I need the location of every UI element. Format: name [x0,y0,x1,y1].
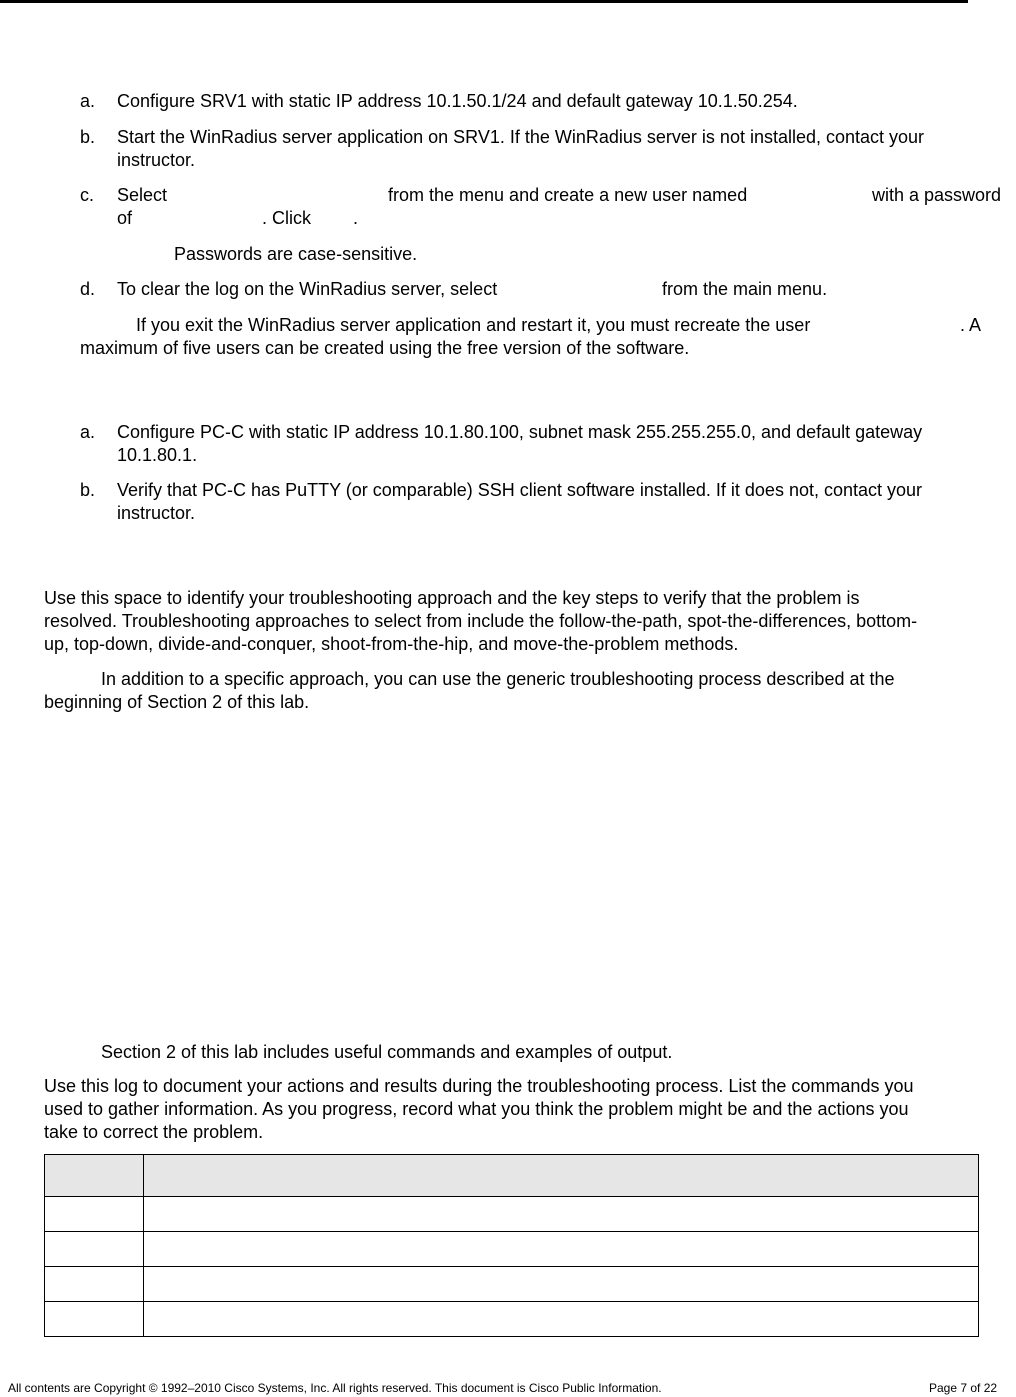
header-rule [0,0,968,3]
log-intro: Use this log to document your actions and results during the troubleshooting process. List the commands you [44,1076,914,1096]
table-row [45,1197,979,1232]
note-restart: maximum of five users can be created using the free version of the software. [80,338,690,358]
step-text: Verify that PC-C has PuTTY (or comparable) SSH client software installed. If it does not, contact your [117,480,923,500]
log-intro: used to gather information. As you progress, record what you think the problem might be and the actions you [44,1099,909,1119]
step-text: from the main menu. [662,279,828,299]
step-text: . Click [262,208,311,228]
step-text: from the menu and create a new user named [388,185,748,205]
step-marker: a. [80,422,96,442]
step-text: with a password [872,185,1002,205]
step-text: Configure SRV1 with static IP address 10.1.50.1/24 and default gateway 10.1.50.254. [117,91,798,111]
table-row [45,1302,979,1337]
table-row [45,1267,979,1302]
approach-text: resolved. Troubleshooting approaches to select from include the follow-the-path, spot-the-differences, bottom- [44,611,918,631]
table-cell[interactable] [45,1267,144,1302]
approach-text: Use this space to identify your troubleshooting approach and the key steps to verify that the problem is [44,588,860,608]
table-header-cell [45,1155,144,1197]
approach-tip: beginning of Section 2 of this lab. [44,692,310,712]
step-marker: b. [80,127,96,147]
step-marker: a. [80,91,96,111]
note-restart: . A [960,315,982,335]
step-text: To clear the log on the WinRadius server, select [117,279,498,299]
step-marker: b. [80,480,96,500]
step-text: Select [117,185,168,205]
step-text: . [353,208,359,228]
table-header-row [45,1155,979,1197]
step-text: instructor. [117,150,196,170]
log-intro: take to correct the problem. [44,1122,264,1142]
section-note: Section 2 of this lab includes useful commands and examples of output. [101,1042,673,1062]
note-password: Passwords are case-sensitive. [174,244,418,264]
table-header-cell [144,1155,979,1197]
footer-page-number: Page 7 of 22 [929,1381,998,1395]
table-cell[interactable] [144,1197,979,1232]
table-row [45,1232,979,1267]
table-cell[interactable] [45,1302,144,1337]
table-cell[interactable] [45,1232,144,1267]
troubleshooting-log-table [44,1154,979,1337]
step-marker: c. [80,185,95,205]
note-restart: If you exit the WinRadius server application and restart it, you must recreate the user [136,315,811,335]
approach-text: up, top-down, divide-and-conquer, shoot-from-the-hip, and move-the-problem methods. [44,634,739,654]
step-text: instructor. [117,503,196,523]
footer-copyright: All contents are Copyright © 1992–2010 Cisco Systems, Inc. All rights reserved. This document is Cisco Public Information. [8,1381,662,1395]
table-cell[interactable] [45,1197,144,1232]
approach-tip: In addition to a specific approach, you can use the generic troubleshooting process described at the [101,669,895,689]
table-cell[interactable] [144,1267,979,1302]
table-cell[interactable] [144,1302,979,1337]
step-text: 10.1.80.1. [117,445,198,465]
step-text: Start the WinRadius server application on SRV1. If the WinRadius server is not installed, contact your [117,127,925,147]
step-marker: d. [80,279,96,299]
step-text: Configure PC-C with static IP address 10.1.80.100, subnet mask 255.255.255.0, and default gateway [117,422,923,442]
step-text: of [117,208,133,228]
table-cell[interactable] [144,1232,979,1267]
